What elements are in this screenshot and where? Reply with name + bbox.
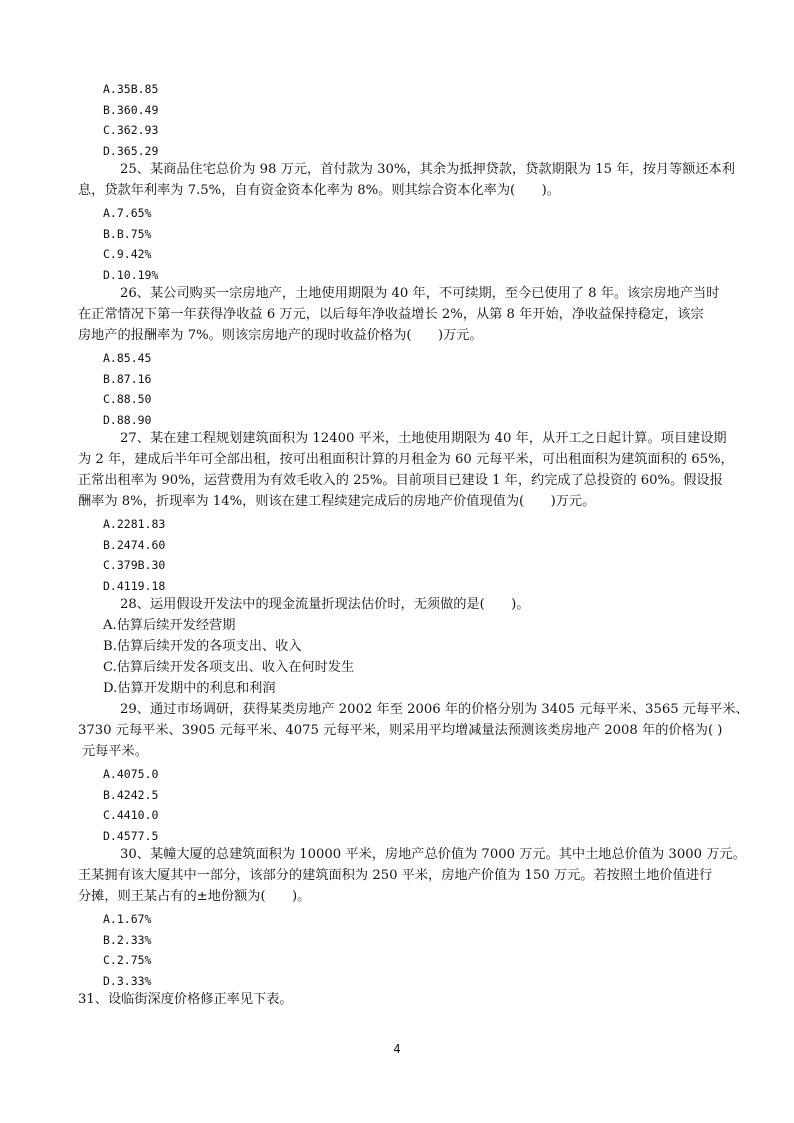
- question-29-line-2: 3730 元每平米、3905 元每平米、4075 元每平米，则采用平均增减量法预测该类房地产 2008 年的价格为( ): [78, 723, 723, 738]
- option-b: B.估算后续开发的各项支出、收入: [103, 639, 302, 654]
- question-30-line-1: 30、某幢大厦的总建筑面积为 10000 平米，房地产总价值为 7000 万元。其中土地总价值为 3000 万元。: [120, 847, 746, 862]
- option-a: A.2281.83: [103, 517, 166, 531]
- option-c: C.379B.30: [103, 558, 166, 572]
- option-d: D.4119.18: [103, 579, 166, 593]
- question-26-line-2: 在正常情况下第一年获得净收益 6 万元，以后每年净收益增长 2%，从第 8 年开始，净收益保持稳定，该宗: [78, 307, 704, 322]
- page-number: 4: [393, 1042, 401, 1056]
- question-30-line-2: 王某拥有该大厦其中一部分，该部分的建筑面积为 250 平米，房地产价值为 150 万元。若按照土地价值进行: [78, 868, 713, 883]
- option-d: D.4577.5: [103, 829, 159, 843]
- question-29-line-3: 元每平米。: [82, 744, 148, 759]
- question-27-line-3: 正常出租率为 90%，运营费用为有效毛收入的 25%。目前项目已建设 1 年，约完成了总投资的 60%。假设报: [78, 473, 723, 488]
- option-c: C.2.75%: [103, 953, 152, 967]
- option-b: B.360.49: [103, 103, 159, 117]
- option-b: B.2474.60: [103, 538, 166, 552]
- option-c: C.4410.0: [103, 808, 159, 822]
- option-b: B.B.75%: [103, 227, 152, 241]
- option-a: A.1.67%: [103, 912, 152, 926]
- option-b: B.4242.5: [103, 788, 159, 802]
- option-b: B.87.16: [103, 372, 152, 386]
- option-d: D.10.19%: [103, 268, 159, 282]
- question-30-line-3: 分摊，则王某占有的±地份额为( )。: [78, 889, 311, 904]
- option-a: A.35B.85: [103, 82, 159, 96]
- question-26-line-1: 26、某公司购买一宗房地产，土地使用期限为 40 年，不可续期，至今已使用了 8 年。该宗房地产当时: [120, 286, 720, 301]
- question-27-line-1: 27、某在建工程规划建筑面积为 12400 平米，土地使用期限为 40 年，从开工之日起计算。项目建设期: [120, 431, 727, 446]
- option-a: A.估算后续开发经营期: [103, 618, 236, 633]
- option-c: C.估算后续开发各项支出、收入在何时发生: [103, 660, 355, 675]
- question-27-line-4: 酬率为 8%，折现率为 14%，则该在建工程续建完成后的房地产价值现值为( )万元。: [78, 494, 596, 509]
- option-c: C.88.50: [103, 392, 152, 406]
- option-b: B.2.33%: [103, 933, 152, 947]
- option-d: D.365.29: [103, 144, 159, 158]
- option-c: C.362.93: [103, 123, 159, 137]
- question-28-line-1: 28、运用假设开发法中的现金流量折现法估价时，无须做的是( )。: [120, 597, 530, 612]
- question-27-line-2: 为 2 年，建成后半年可全部出租，按可出租面积计算的月租金为 60 元每平米，可出租面积为建筑面积的 65%，: [78, 452, 734, 467]
- option-a: A.4075.0: [103, 767, 159, 781]
- question-26-line-3: 房地产的报酬率为 7%。则该宗房地产的现时收益价格为( )万元。: [78, 328, 483, 343]
- option-d: D.估算开发期中的利息和利润: [103, 681, 276, 696]
- option-d: D.88.90: [103, 413, 152, 427]
- option-a: A.85.45: [103, 351, 152, 365]
- option-a: A.7.65%: [103, 206, 152, 220]
- question-29-line-1: 29、通过市场调研，获得某类房地产 2002 年至 2006 年的价格分别为 3405 元每平米、3565 元每平米、: [120, 702, 749, 717]
- question-31-line-1: 31、设临街深度价格修正率见下表。: [78, 992, 293, 1007]
- question-25-line-2: 息，贷款年利率为 7.5%，自有资金资本化率为 8%。则其综合资本化率为( )。: [78, 183, 560, 198]
- option-d: D.3.33%: [103, 974, 152, 988]
- question-25-line-1: 25、某商品住宅总价为 98 万元，首付款为 30%，其余为抵押贷款，贷款期限为 15 年，按月等额还本利: [120, 162, 735, 177]
- option-c: C.9.42%: [103, 247, 152, 261]
